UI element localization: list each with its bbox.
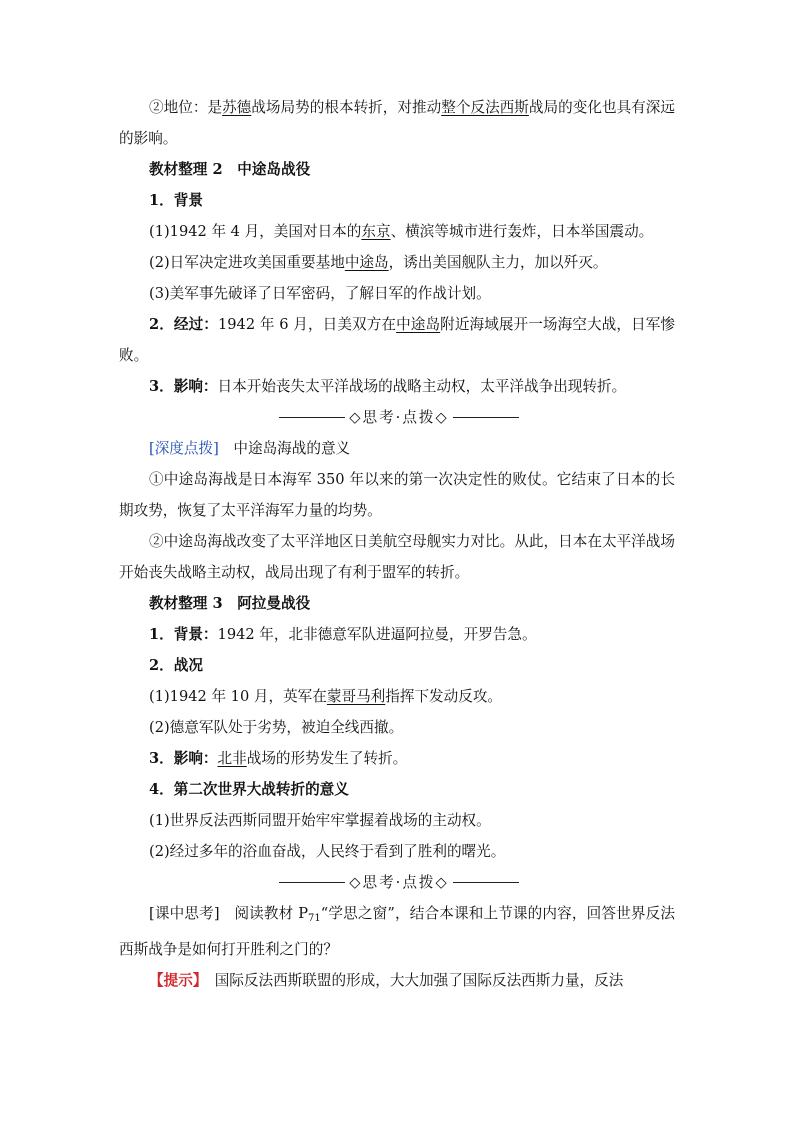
- in-class-question: [课中思考] 阅读教材 $P_{71}“$学思之窗”，结合本课和上节课的内容，回答世界反法西斯战争是如何打开胜利之门的？: [119, 905, 675, 958]
- paragraph-status: ②地位：是苏德战场局势的根本转折，对推动整个反法西斯战局的变化也具有深远的影响。: [119, 99, 675, 147]
- divider-line: [453, 417, 519, 418]
- paragraph-impact: 3．影响：北非战场的形势发生了转折。: [149, 750, 408, 767]
- divider-line: [279, 882, 345, 883]
- list-item: (1)1942 年 4 月，美国对日本的东京、横滨等城市进行轰炸，日本举国震动。: [149, 223, 654, 240]
- subheading-situation: 2．战况: [149, 657, 203, 674]
- paragraph-background: 1．背景：1942 年，北非德意军队进逼阿拉曼，开罗告急。: [149, 626, 537, 643]
- deep-insight-tag: [深度点拨]: [149, 440, 219, 457]
- section-heading-alamein: 教材整理 3 阿拉曼战役: [149, 595, 311, 612]
- list-item: (3)美军事先破译了日军密码，了解日军的作战计划。: [149, 285, 491, 302]
- list-item: (1)1942 年 10 月，英军在蒙哥马利指挥下发动反攻。: [149, 688, 503, 705]
- hint-paragraph: 【提示】 国际反法西斯联盟的形成，大大加强了国际反法西斯力量，反法: [149, 972, 624, 989]
- divider-line: [453, 882, 519, 883]
- divider-label: ◇思考·点拨◇: [349, 874, 449, 891]
- underline-term: 东京: [361, 223, 391, 240]
- divider-line: [279, 417, 345, 418]
- hint-tag: 【提示】: [149, 972, 201, 989]
- list-item: (1)世界反法西斯同盟开始牢牢掌握着战场的主动权。: [149, 812, 491, 829]
- underline-term: 中途岛: [396, 316, 441, 333]
- subheading-background: 1．背景: [149, 192, 203, 209]
- underline-term: 整个反法西斯: [441, 99, 529, 116]
- underline-term: 蒙哥马利: [326, 688, 386, 705]
- subheading-significance: 4．第二次世界大战转折的意义: [149, 781, 349, 798]
- list-item: (2)经过多年的浴血奋战，人民终于看到了胜利的曙光。: [149, 843, 506, 860]
- divider-label: ◇思考·点拨◇: [349, 409, 449, 426]
- paragraph-course: 2．经过：1942 年 6 月，日美双方在中途岛附近海域展开一场海空大战，日军惨败。: [119, 316, 675, 364]
- underline-term: 北非: [217, 750, 247, 767]
- question-tag: [课中思考]: [149, 905, 220, 922]
- underline-term: 中途岛: [344, 254, 389, 271]
- section-divider: [279, 867, 519, 898]
- document-body: [119, 92, 675, 996]
- list-item: (2)德意军队处于劣势，被迫全线西撤。: [149, 719, 404, 736]
- underline-term: 苏德: [222, 99, 252, 116]
- deep-insight-header: [深度点拨] 中途岛海战的意义: [149, 440, 351, 457]
- deep-insight-paragraph: ①中途岛海战是日本海军 350 年以来的第一次决定性的败仗。它结束了日本的长期攻势，恢复了太平洋海军力量的均势。: [119, 471, 675, 519]
- list-item: (2)日军决定进攻美国重要基地中途岛，诱出美国舰队主力，加以歼灭。: [149, 254, 608, 271]
- section-divider: [279, 402, 519, 433]
- section-heading-midway: 教材整理 2 中途岛战役: [149, 161, 311, 178]
- deep-insight-paragraph: ②中途岛海战改变了太平洋地区日美航空母舰实力对比。从此，日本在太平洋战场开始丧失战略主动权，战局出现了有利于盟军的转折。: [119, 533, 675, 581]
- paragraph-impact: 3．影响：日本开始丧失太平洋战场的战略主动权，太平洋战争出现转折。: [149, 378, 627, 395]
